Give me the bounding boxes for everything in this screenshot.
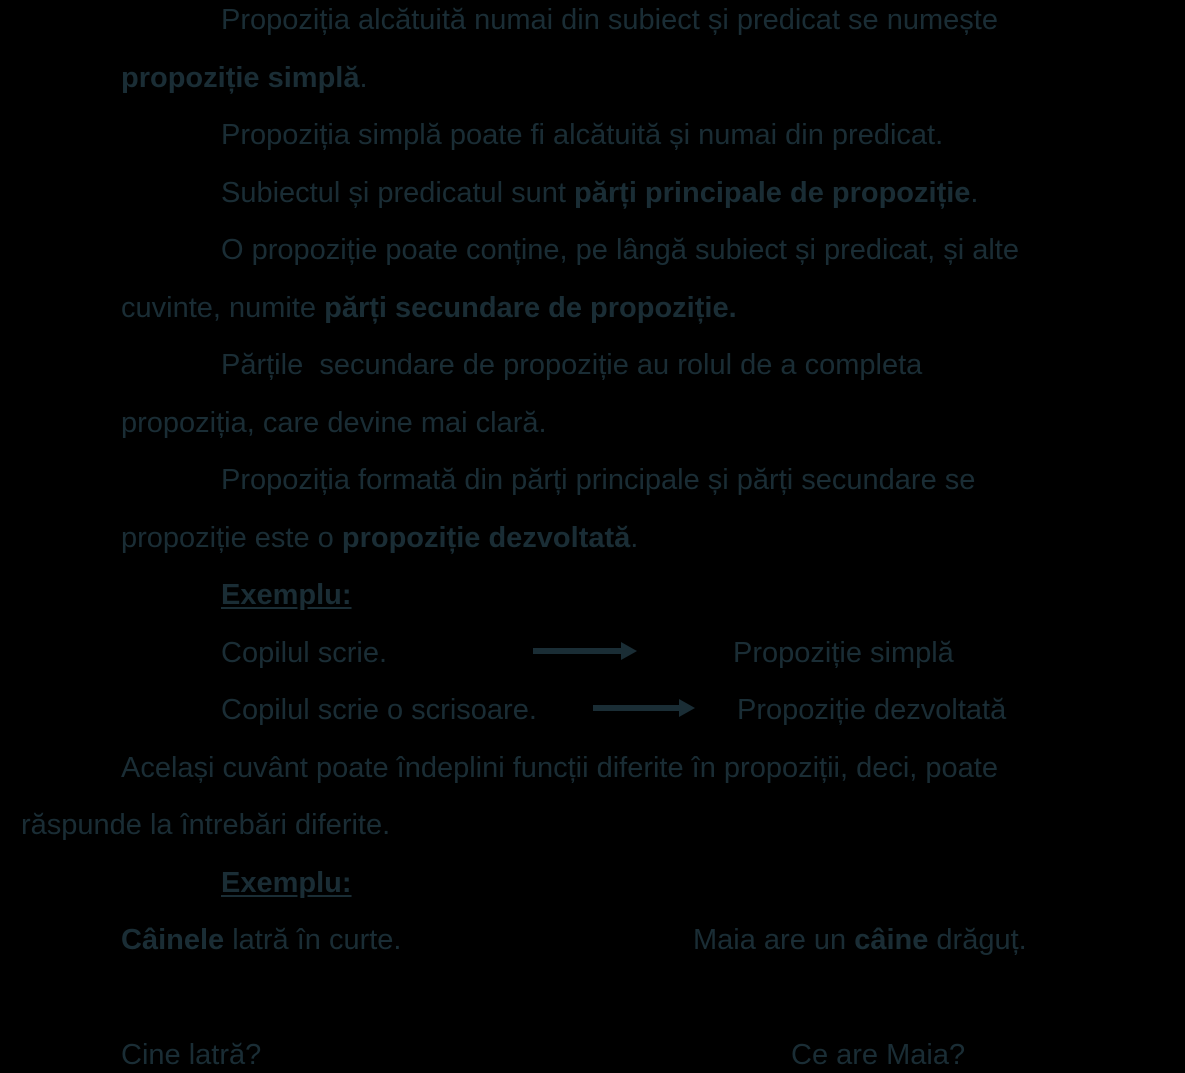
example-label: Exemplu:	[221, 867, 352, 899]
paragraph-role-line2	[121, 405, 547, 441]
paragraph-simple-sentence-line2	[121, 60, 368, 96]
text: latră în curte.	[224, 924, 402, 956]
right-arrow-icon	[533, 645, 637, 657]
paragraph-secondary-parts-line1	[221, 232, 1019, 268]
paragraph-same-word-line1	[121, 750, 998, 786]
text: Cine latră?	[121, 1039, 262, 1071]
paragraph-predicate-only	[221, 117, 943, 153]
term-dog-subject: Câinele	[121, 924, 225, 956]
example2-right-sentence	[693, 922, 1027, 958]
example-row1-left	[221, 635, 387, 671]
paragraph-role-line1	[221, 347, 922, 383]
text: Propoziția simplă poate fi alcătuită și numai din predicat.	[221, 119, 944, 151]
text: Propoziție dezvoltată	[737, 694, 1007, 726]
paragraph-same-word-line2	[21, 807, 390, 843]
example2-right-question	[791, 1037, 965, 1073]
text: Copilul scrie o scrisoare.	[221, 694, 537, 726]
paragraph-simple-sentence-line1	[221, 2, 998, 38]
text: Propoziția alcătuită numai din subiect și predicat se numește	[221, 4, 998, 36]
text: Propoziția formată din părți principale și părți secundare se	[221, 464, 976, 496]
paragraph-developed-line1	[221, 462, 975, 498]
example-heading-1	[221, 577, 352, 613]
term-developed-sentence: propoziție dezvoltată	[341, 522, 631, 554]
text: .	[359, 62, 368, 94]
example-row1-right	[733, 635, 954, 671]
text: răspunde la întrebări diferite.	[21, 809, 391, 841]
text: .	[970, 177, 979, 209]
example2-left-sentence	[121, 922, 401, 958]
example-row2-right	[737, 692, 1006, 728]
term-secondary-parts: părți secundare de propoziție.	[324, 292, 737, 324]
text: Același cuvânt poate îndeplini funcții diferite în propoziții, deci, poate	[121, 752, 998, 784]
text: drăguț.	[928, 924, 1027, 956]
text: propoziție este o	[121, 522, 342, 554]
text: propoziția, care devine mai clară.	[121, 407, 547, 439]
paragraph-main-parts	[221, 175, 978, 211]
text: Maia are un	[693, 924, 855, 956]
right-arrow-icon	[593, 702, 695, 714]
example-row2-left	[221, 692, 537, 728]
text: Părțile secundare de propoziție au rolul de a completa	[221, 349, 923, 381]
paragraph-secondary-parts-line2	[121, 290, 737, 326]
text: Copilul scrie.	[221, 637, 387, 669]
example2-left-question	[121, 1037, 261, 1073]
text: O propoziție poate conține, pe lângă subiect și predicat, și alte	[221, 234, 1019, 266]
example-heading-2	[221, 865, 352, 901]
text: cuvinte, numite	[121, 292, 325, 324]
term-simple-sentence: propoziție simplă	[121, 62, 360, 94]
paragraph-developed-line2	[121, 520, 638, 556]
term-dog-object: câine	[854, 924, 929, 956]
text: .	[630, 522, 639, 554]
text: Ce are Maia?	[791, 1039, 966, 1071]
text: Propoziție simplă	[733, 637, 954, 669]
text: Subiectul și predicatul sunt	[221, 177, 575, 209]
term-main-parts: părți principale de propoziție	[574, 177, 971, 209]
example-label: Exemplu:	[221, 579, 352, 611]
